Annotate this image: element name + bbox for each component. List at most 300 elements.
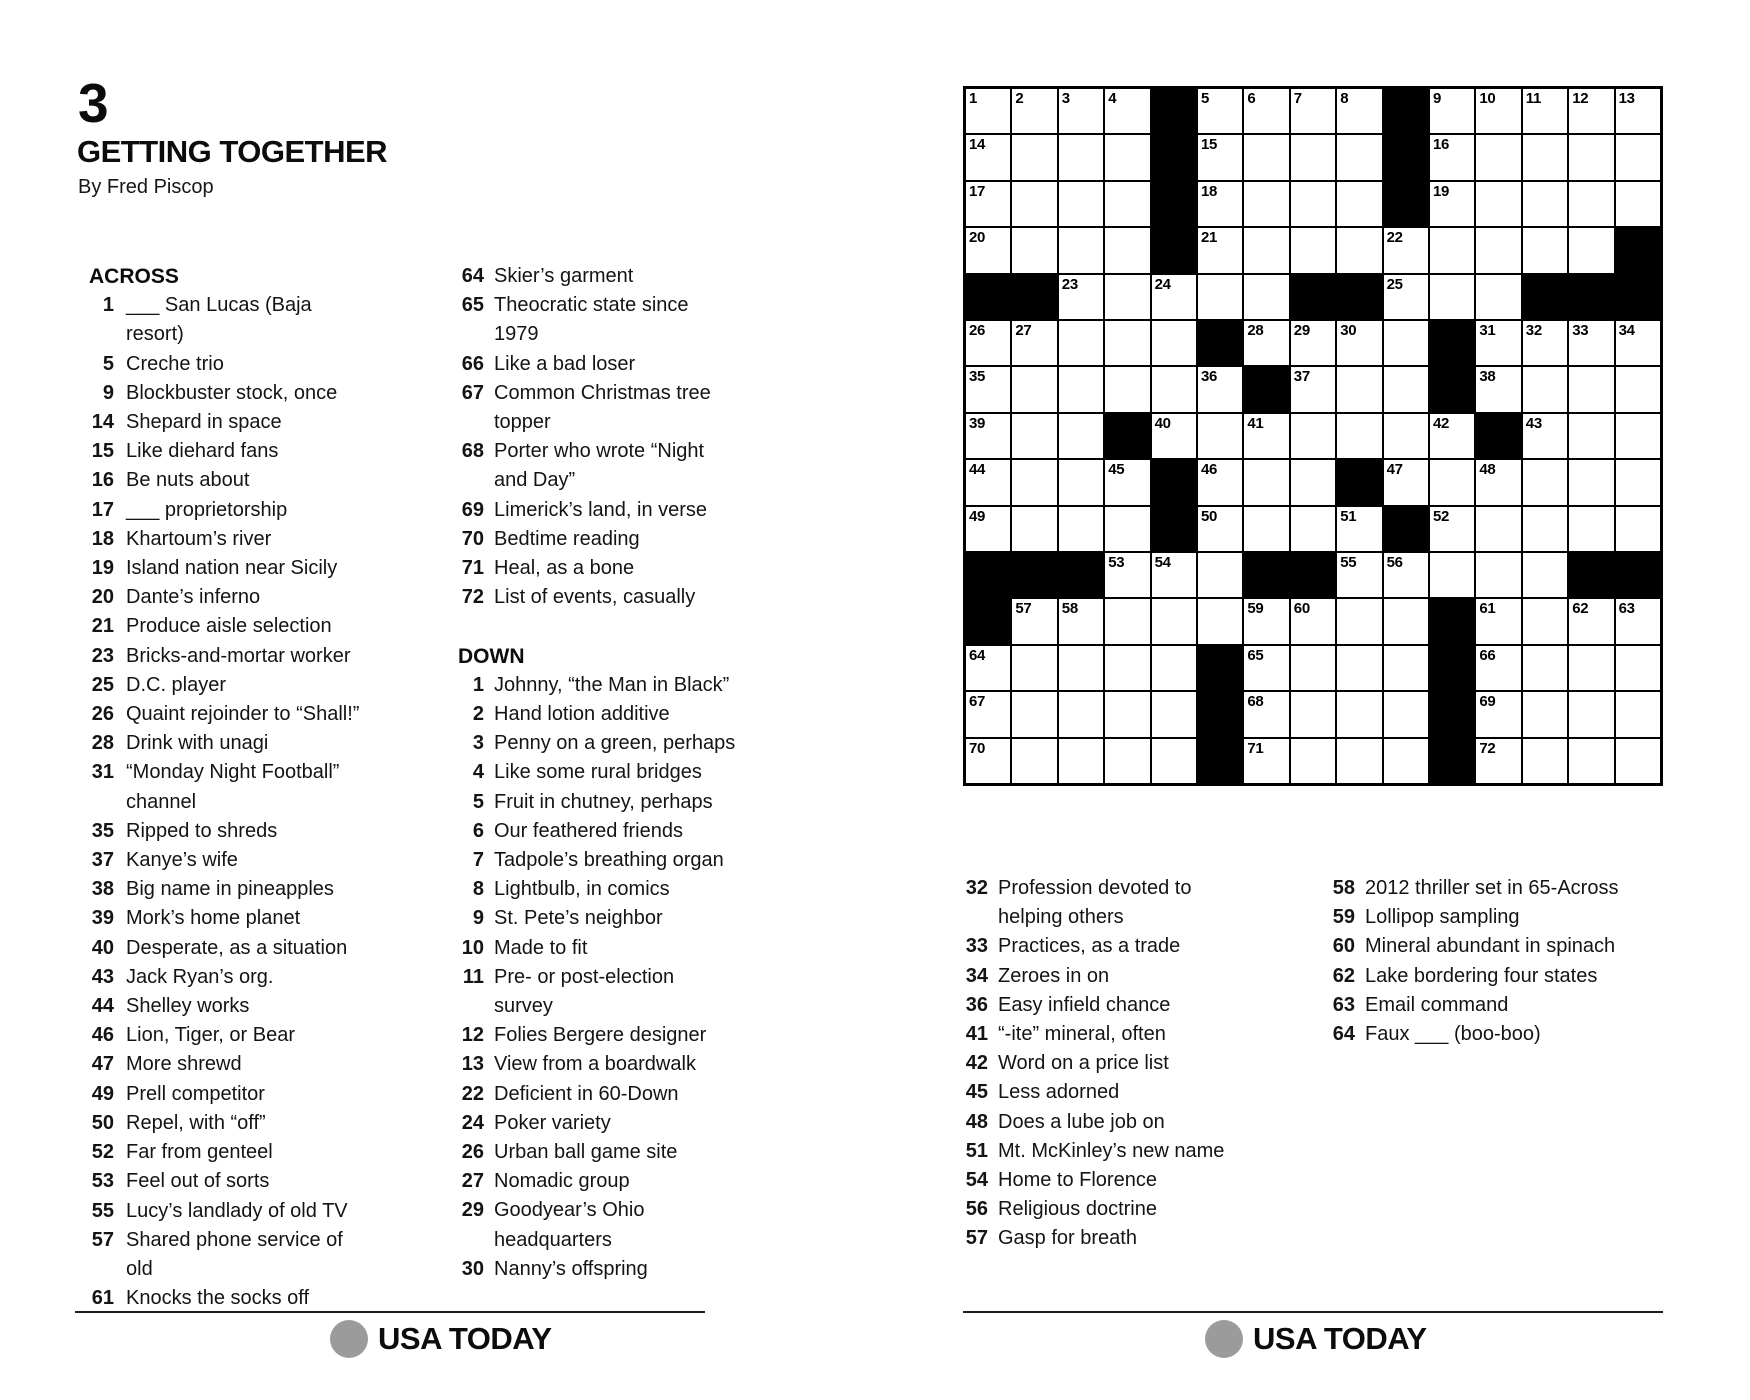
- clue-across-67: [452, 379, 737, 437]
- clue-down-27: [452, 1167, 737, 1196]
- clue-number: 3: [472, 732, 484, 755]
- clue-across-35: [78, 817, 371, 846]
- down-header: DOWN: [458, 644, 525, 668]
- grid-cell-number: 4: [1108, 90, 1117, 107]
- grid-cell-white: [1523, 135, 1567, 179]
- grid-cell-white: [1105, 228, 1149, 272]
- grid-cell-white: [1291, 228, 1335, 272]
- grid-cell-white: [1152, 646, 1196, 690]
- clue-text: Jack Ryan’s org.: [126, 965, 274, 988]
- clue-text: Faux ___ (boo-boo): [1365, 1023, 1541, 1046]
- clue-across-43: [78, 963, 371, 992]
- clue-number: 70: [461, 527, 484, 550]
- grid-cell-white: [1291, 367, 1335, 411]
- grid-cell-white: [1291, 182, 1335, 226]
- clue-down-8: [452, 875, 737, 904]
- column-spacer: [452, 612, 737, 641]
- grid-cell-black: [1244, 367, 1288, 411]
- clue-across-55: [78, 1197, 371, 1226]
- grid-cell-number: 20: [969, 229, 986, 247]
- grid-cell-black: [966, 553, 1010, 597]
- grid-cell-number: 5: [1201, 90, 1210, 107]
- clue-across-17: [78, 496, 371, 525]
- grid-cell-black: [1430, 367, 1474, 411]
- clue-across-57: [78, 1226, 371, 1284]
- clue-down-54: [956, 1166, 1250, 1195]
- clue-down-26: [452, 1138, 737, 1167]
- grid-cell-white: [1012, 460, 1056, 504]
- grid-cell-white: [1616, 460, 1660, 504]
- grid-cell-black: [1291, 553, 1335, 597]
- grid-cell-white: [1012, 321, 1056, 365]
- grid-cell-white: [1105, 321, 1149, 365]
- clue-number: 7: [472, 849, 484, 872]
- grid-cell-white: [966, 646, 1010, 690]
- clue-text: Urban ball game site: [494, 1141, 678, 1164]
- clue-number: 27: [461, 1170, 484, 1193]
- grid-cell-white: [1291, 646, 1335, 690]
- grid-cell-number: 27: [1015, 322, 1032, 339]
- usa-today-wordmark: USA TODAY: [378, 1321, 552, 1356]
- grid-cell-white: [1616, 646, 1660, 690]
- grid-cell-white: [1105, 135, 1149, 179]
- grid-cell-black: [1152, 89, 1196, 133]
- grid-cell-black: [1152, 182, 1196, 226]
- clue-across-53: [78, 1167, 371, 1196]
- grid-cell-white: [1198, 135, 1242, 179]
- grid-cell-black: [1152, 228, 1196, 272]
- grid-cell-number: 61: [1479, 600, 1496, 618]
- clue-number: 64: [1332, 1023, 1355, 1046]
- clue-number: 66: [461, 352, 484, 375]
- clue-text: Blockbuster stock, once: [126, 381, 338, 404]
- clue-number: 31: [91, 761, 114, 784]
- grid-cell-white: [1105, 692, 1149, 736]
- clue-text: Lucy’s landlady of old TV: [126, 1199, 348, 1222]
- grid-cell-white: [1337, 321, 1381, 365]
- grid-cell-white: [1012, 182, 1056, 226]
- clue-across-9: [78, 379, 371, 408]
- clue-text: Quaint rejoinder to “Shall!”: [126, 703, 360, 726]
- clue-down-58: [1323, 874, 1620, 903]
- grid-cell-number: 7: [1293, 90, 1302, 107]
- grid-cell-number: 15: [1201, 136, 1218, 154]
- clue-column-down-end: [1323, 874, 1620, 1049]
- clue-across-38: [78, 875, 371, 904]
- grid-cell-white: [1059, 739, 1103, 783]
- clue-down-1: [452, 671, 737, 700]
- grid-cell-number: 68: [1247, 693, 1264, 711]
- grid-cell-number: 63: [1618, 600, 1635, 618]
- clue-text: Folies Bergere designer: [494, 1024, 707, 1047]
- grid-cell-number: 22: [1386, 229, 1403, 247]
- grid-cell-white: [1244, 692, 1288, 736]
- clue-number: 34: [965, 964, 988, 987]
- clue-across-1: [78, 291, 371, 349]
- grid-cell-black: [1430, 321, 1474, 365]
- clue-number: 1: [472, 673, 484, 696]
- grid-cell-black: [1244, 553, 1288, 597]
- clue-number: 48: [965, 1110, 988, 1133]
- grid-cell-black: [1152, 135, 1196, 179]
- clue-text: Shared phone service of old: [126, 1228, 343, 1280]
- clue-number: 19: [91, 557, 114, 580]
- clue-text: Common Christmas tree topper: [494, 381, 711, 434]
- grid-cell-white: [1616, 182, 1660, 226]
- grid-cell-white: [1476, 228, 1520, 272]
- clue-across-18: [78, 525, 371, 554]
- grid-cell-white: [1198, 507, 1242, 551]
- grid-cell-white: [1291, 321, 1335, 365]
- grid-cell-white: [1198, 414, 1242, 458]
- grid-cell-white: [1244, 739, 1288, 783]
- grid-cell-white: [1244, 182, 1288, 226]
- grid-cell-white: [1105, 182, 1149, 226]
- grid-cell-white: [1059, 646, 1103, 690]
- clue-across-5: [78, 350, 371, 379]
- grid-cell-number: 35: [969, 368, 986, 386]
- clue-number: 45: [965, 1081, 988, 1104]
- grid-cell-number: 60: [1293, 600, 1310, 618]
- grid-cell-white: [1430, 460, 1474, 504]
- clue-down-34: [956, 962, 1250, 991]
- grid-cell-black: [1476, 414, 1520, 458]
- grid-cell-white: [1244, 321, 1288, 365]
- clue-down-30: [452, 1255, 737, 1284]
- clue-number: 57: [965, 1227, 988, 1250]
- clue-down-42: [956, 1049, 1250, 1078]
- clue-text: ___ proprietorship: [126, 498, 288, 521]
- clue-number: 65: [461, 294, 484, 317]
- grid-cell-white: [1616, 599, 1660, 643]
- clue-down-33: [956, 932, 1250, 961]
- grid-cell-white: [1523, 739, 1567, 783]
- grid-cell-white: [1198, 182, 1242, 226]
- crossword-grid: [963, 86, 1663, 786]
- grid-cell-white: [1059, 182, 1103, 226]
- grid-cell-white: [966, 228, 1010, 272]
- clue-across-39: [78, 904, 371, 933]
- grid-cell-white: [1523, 553, 1567, 597]
- clue-number: 69: [461, 498, 484, 521]
- clue-text: Hand lotion additive: [494, 703, 670, 726]
- grid-cell-white: [1337, 507, 1381, 551]
- grid-cell-white: [1384, 692, 1428, 736]
- clue-across-64: [452, 262, 737, 291]
- grid-cell-white: [1430, 182, 1474, 226]
- clue-text: Khartoum’s river: [126, 527, 272, 550]
- clue-number: 25: [91, 673, 114, 696]
- clue-text: Ripped to shreds: [126, 819, 278, 842]
- across-header: ACROSS: [89, 265, 179, 288]
- clue-number: 26: [461, 1141, 484, 1164]
- clue-text: Nanny’s offspring: [494, 1257, 648, 1280]
- clue-text: Be nuts about: [126, 469, 250, 492]
- clue-text: St. Pete’s neighbor: [494, 907, 663, 930]
- usa-today-ball-icon: [330, 1320, 368, 1358]
- clue-number: 47: [91, 1053, 114, 1076]
- grid-cell-white: [1012, 599, 1056, 643]
- clue-down-6: [452, 817, 737, 846]
- clue-number: 30: [461, 1257, 484, 1280]
- clue-down-13: [452, 1050, 737, 1079]
- clue-text: View from a boardwalk: [494, 1053, 696, 1076]
- grid-cell-number: 58: [1061, 600, 1078, 618]
- grid-cell-white: [1569, 135, 1613, 179]
- clue-text: Easy infield chance: [998, 993, 1171, 1016]
- grid-cell-white: [1291, 692, 1335, 736]
- grid-cell-white: [1384, 599, 1428, 643]
- grid-cell-white: [1476, 89, 1520, 133]
- clue-text: Mt. McKinley’s new name: [998, 1139, 1225, 1162]
- grid-cell-white: [1105, 553, 1149, 597]
- grid-cell-white: [1337, 599, 1381, 643]
- clue-text: Kanye’s wife: [126, 849, 238, 872]
- grid-cell-white: [1337, 646, 1381, 690]
- footer-rule-right: [963, 1311, 1663, 1313]
- grid-cell-black: [1152, 460, 1196, 504]
- grid-cell-white: [1105, 507, 1149, 551]
- grid-cell-white: [1569, 367, 1613, 411]
- clue-text: Theocratic state since 1979: [494, 294, 689, 346]
- usa-today-logo-left: [330, 1320, 552, 1358]
- grid-cell-white: [1616, 321, 1660, 365]
- grid-cell-number: 11: [1525, 90, 1542, 107]
- clue-number: 11: [462, 965, 484, 988]
- clue-text: Practices, as a trade: [998, 935, 1181, 958]
- grid-cell-number: 49: [969, 507, 986, 525]
- clue-across-26: [78, 700, 371, 729]
- grid-cell-number: 56: [1386, 554, 1403, 571]
- clue-number: 9: [102, 381, 114, 404]
- clue-number: 51: [965, 1139, 988, 1162]
- clue-text: Feel out of sorts: [126, 1170, 270, 1193]
- grid-cell-white: [1244, 414, 1288, 458]
- grid-cell-white: [1569, 507, 1613, 551]
- grid-cell-number: 16: [1433, 136, 1450, 154]
- clue-number: 53: [91, 1170, 114, 1193]
- grid-cell-number: 42: [1433, 414, 1450, 432]
- grid-cell-white: [1523, 367, 1567, 411]
- grid-cell-number: 53: [1108, 554, 1125, 571]
- grid-cell-white: [1569, 599, 1613, 643]
- clue-text: Fruit in chutney, perhaps: [494, 790, 713, 813]
- grid-cell-white: [1616, 89, 1660, 133]
- clue-text: Drink with unagi: [126, 732, 269, 755]
- clue-text: Mork’s home planet: [126, 907, 301, 930]
- grid-cell-white: [1616, 414, 1660, 458]
- grid-cell-number: 72: [1479, 739, 1496, 757]
- grid-cell-white: [1476, 135, 1520, 179]
- clue-down-41: [956, 1020, 1250, 1049]
- clue-text: Far from genteel: [126, 1141, 273, 1164]
- clue-text: “-ite” mineral, often: [998, 1023, 1166, 1046]
- clue-number: 55: [91, 1199, 114, 1222]
- grid-cell-number: 24: [1154, 275, 1171, 293]
- clue-text: Lake bordering four states: [1365, 964, 1598, 987]
- clue-number: 17: [91, 498, 114, 521]
- grid-cell-black: [1430, 692, 1474, 736]
- clue-down-63: [1323, 991, 1620, 1020]
- grid-cell-white: [1152, 367, 1196, 411]
- clue-text: Like a bad loser: [494, 352, 636, 375]
- grid-cell-white: [1569, 692, 1613, 736]
- clue-text: List of events, casually: [494, 586, 696, 609]
- clue-down-45: [956, 1078, 1250, 1107]
- grid-cell-white: [1523, 460, 1567, 504]
- clue-text: Creche trio: [126, 352, 224, 375]
- clue-text: 2012 thriller set in 65-Across: [1365, 877, 1619, 899]
- grid-cell-number: 71: [1247, 739, 1264, 757]
- clue-down-57: [956, 1224, 1250, 1253]
- grid-cell-white: [1430, 89, 1474, 133]
- clue-number: 12: [461, 1024, 484, 1047]
- clue-text: Nomadic group: [494, 1170, 630, 1193]
- clue-text: Religious doctrine: [998, 1198, 1157, 1221]
- grid-cell-white: [1012, 89, 1056, 133]
- grid-cell-black: [1012, 553, 1056, 597]
- grid-cell-black: [1337, 460, 1381, 504]
- grid-cell-white: [1384, 646, 1428, 690]
- clue-number: 6: [472, 819, 484, 842]
- grid-cell-white: [1012, 739, 1056, 783]
- grid-cell-white: [1105, 460, 1149, 504]
- clue-number: 61: [91, 1287, 114, 1310]
- grid-cell-black: [1291, 275, 1335, 319]
- grid-cell-number: 23: [1061, 275, 1078, 293]
- clue-text: Word on a price list: [998, 1052, 1169, 1075]
- clue-number: 50: [91, 1111, 114, 1134]
- grid-cell-white: [1523, 692, 1567, 736]
- grid-cell-white: [1616, 692, 1660, 736]
- grid-cell-black: [1616, 553, 1660, 597]
- clue-number: 13: [461, 1053, 484, 1076]
- grid-cell-white: [1244, 460, 1288, 504]
- grid-cell-black: [1523, 275, 1567, 319]
- clue-number: 9: [472, 907, 484, 930]
- clue-text: D.C. player: [126, 673, 227, 696]
- grid-cell-white: [1198, 460, 1242, 504]
- grid-cell-number: 69: [1479, 693, 1496, 711]
- grid-cell-white: [1198, 367, 1242, 411]
- grid-cell-white: [1059, 367, 1103, 411]
- grid-cell-number: 47: [1386, 461, 1403, 479]
- grid-cell-white: [1291, 460, 1335, 504]
- clue-number: 43: [91, 965, 114, 988]
- grid-cell-white: [1152, 414, 1196, 458]
- usa-today-logo-right: [1205, 1320, 1427, 1358]
- clue-number: 1: [102, 294, 114, 317]
- clue-text: Knocks the socks off: [126, 1287, 310, 1310]
- clue-text: Tadpole’s breathing organ: [494, 849, 724, 872]
- grid-cell-white: [1569, 460, 1613, 504]
- clue-across-16: [78, 466, 371, 495]
- grid-cell-number: 66: [1479, 646, 1496, 664]
- clue-column-down-continued: [956, 874, 1250, 1254]
- grid-cell-white: [1198, 89, 1242, 133]
- clue-down-5: [452, 788, 737, 817]
- grid-cell-black: [1616, 228, 1660, 272]
- grid-cell-white: [1476, 599, 1520, 643]
- clue-number: 40: [91, 936, 114, 959]
- clue-number: 22: [461, 1082, 484, 1105]
- clue-number: 26: [91, 703, 114, 726]
- clue-down-24: [452, 1109, 737, 1138]
- grid-cell-white: [1384, 460, 1428, 504]
- grid-cell-number: 8: [1340, 90, 1349, 107]
- clue-text: Deficient in 60-Down: [494, 1082, 679, 1105]
- clue-text: Shelley works: [126, 995, 250, 1018]
- grid-cell-white: [1430, 414, 1474, 458]
- clue-down-4: [452, 758, 737, 787]
- clue-text: Bedtime reading: [494, 527, 640, 550]
- grid-cell-number: 1: [969, 90, 978, 107]
- grid-cell-white: [1059, 135, 1103, 179]
- clue-down-12: [452, 1021, 737, 1050]
- clue-down-64: [1323, 1020, 1620, 1049]
- grid-cell-white: [1105, 367, 1149, 411]
- clue-number: 16: [91, 469, 114, 492]
- grid-cell-number: 10: [1479, 90, 1496, 107]
- clue-number: 4: [472, 761, 484, 784]
- grid-cell-number: 50: [1201, 507, 1218, 525]
- clue-text: Island nation near Sicily: [126, 557, 338, 580]
- clue-across-37: [78, 846, 371, 875]
- clue-down-59: [1323, 903, 1620, 932]
- grid-cell-white: [1523, 414, 1567, 458]
- grid-cell-black: [1430, 599, 1474, 643]
- clue-down-29: [452, 1196, 737, 1254]
- clue-number: 44: [91, 995, 114, 1018]
- grid-cell-number: 21: [1201, 229, 1218, 247]
- grid-cell-number: 51: [1340, 507, 1357, 525]
- clue-text: Bricks-and-mortar worker: [126, 644, 351, 667]
- clue-text: Goodyear’s Ohio headquarters: [494, 1199, 645, 1251]
- grid-cell-white: [1059, 89, 1103, 133]
- clue-text: Dante’s inferno: [126, 586, 261, 609]
- clue-number: 56: [965, 1198, 988, 1221]
- clue-text: Made to fit: [494, 936, 588, 959]
- grid-cell-white: [966, 182, 1010, 226]
- grid-cell-number: 54: [1154, 554, 1171, 571]
- grid-cell-white: [1569, 321, 1613, 365]
- clue-number: 20: [91, 586, 114, 609]
- clue-text: Johnny, “the Man in Black”: [494, 673, 730, 696]
- grid-cell-white: [1337, 553, 1381, 597]
- grid-cell-white: [1476, 182, 1520, 226]
- clue-text: Penny on a green, perhaps: [494, 732, 736, 755]
- grid-cell-number: 45: [1108, 461, 1125, 479]
- grid-cell-white: [1430, 507, 1474, 551]
- clue-across-23: [78, 642, 371, 671]
- grid-cell-number: 2: [1015, 90, 1024, 107]
- grid-cell-white: [1569, 228, 1613, 272]
- grid-cell-white: [1476, 739, 1520, 783]
- clue-text: Porter who wrote “Night and Day”: [494, 440, 705, 492]
- grid-cell-number: 33: [1572, 322, 1589, 339]
- grid-cell-white: [1152, 692, 1196, 736]
- clue-number: 52: [91, 1141, 114, 1164]
- grid-cell-white: [1337, 89, 1381, 133]
- clue-column-across-down: [452, 262, 737, 1284]
- clue-number: 72: [461, 586, 484, 609]
- grid-cell-white: [1523, 599, 1567, 643]
- clue-number: 38: [91, 878, 114, 901]
- clue-across-25: [78, 671, 371, 700]
- grid-cell-white: [1012, 646, 1056, 690]
- grid-cell-white: [1430, 228, 1474, 272]
- grid-cell-black: [1384, 182, 1428, 226]
